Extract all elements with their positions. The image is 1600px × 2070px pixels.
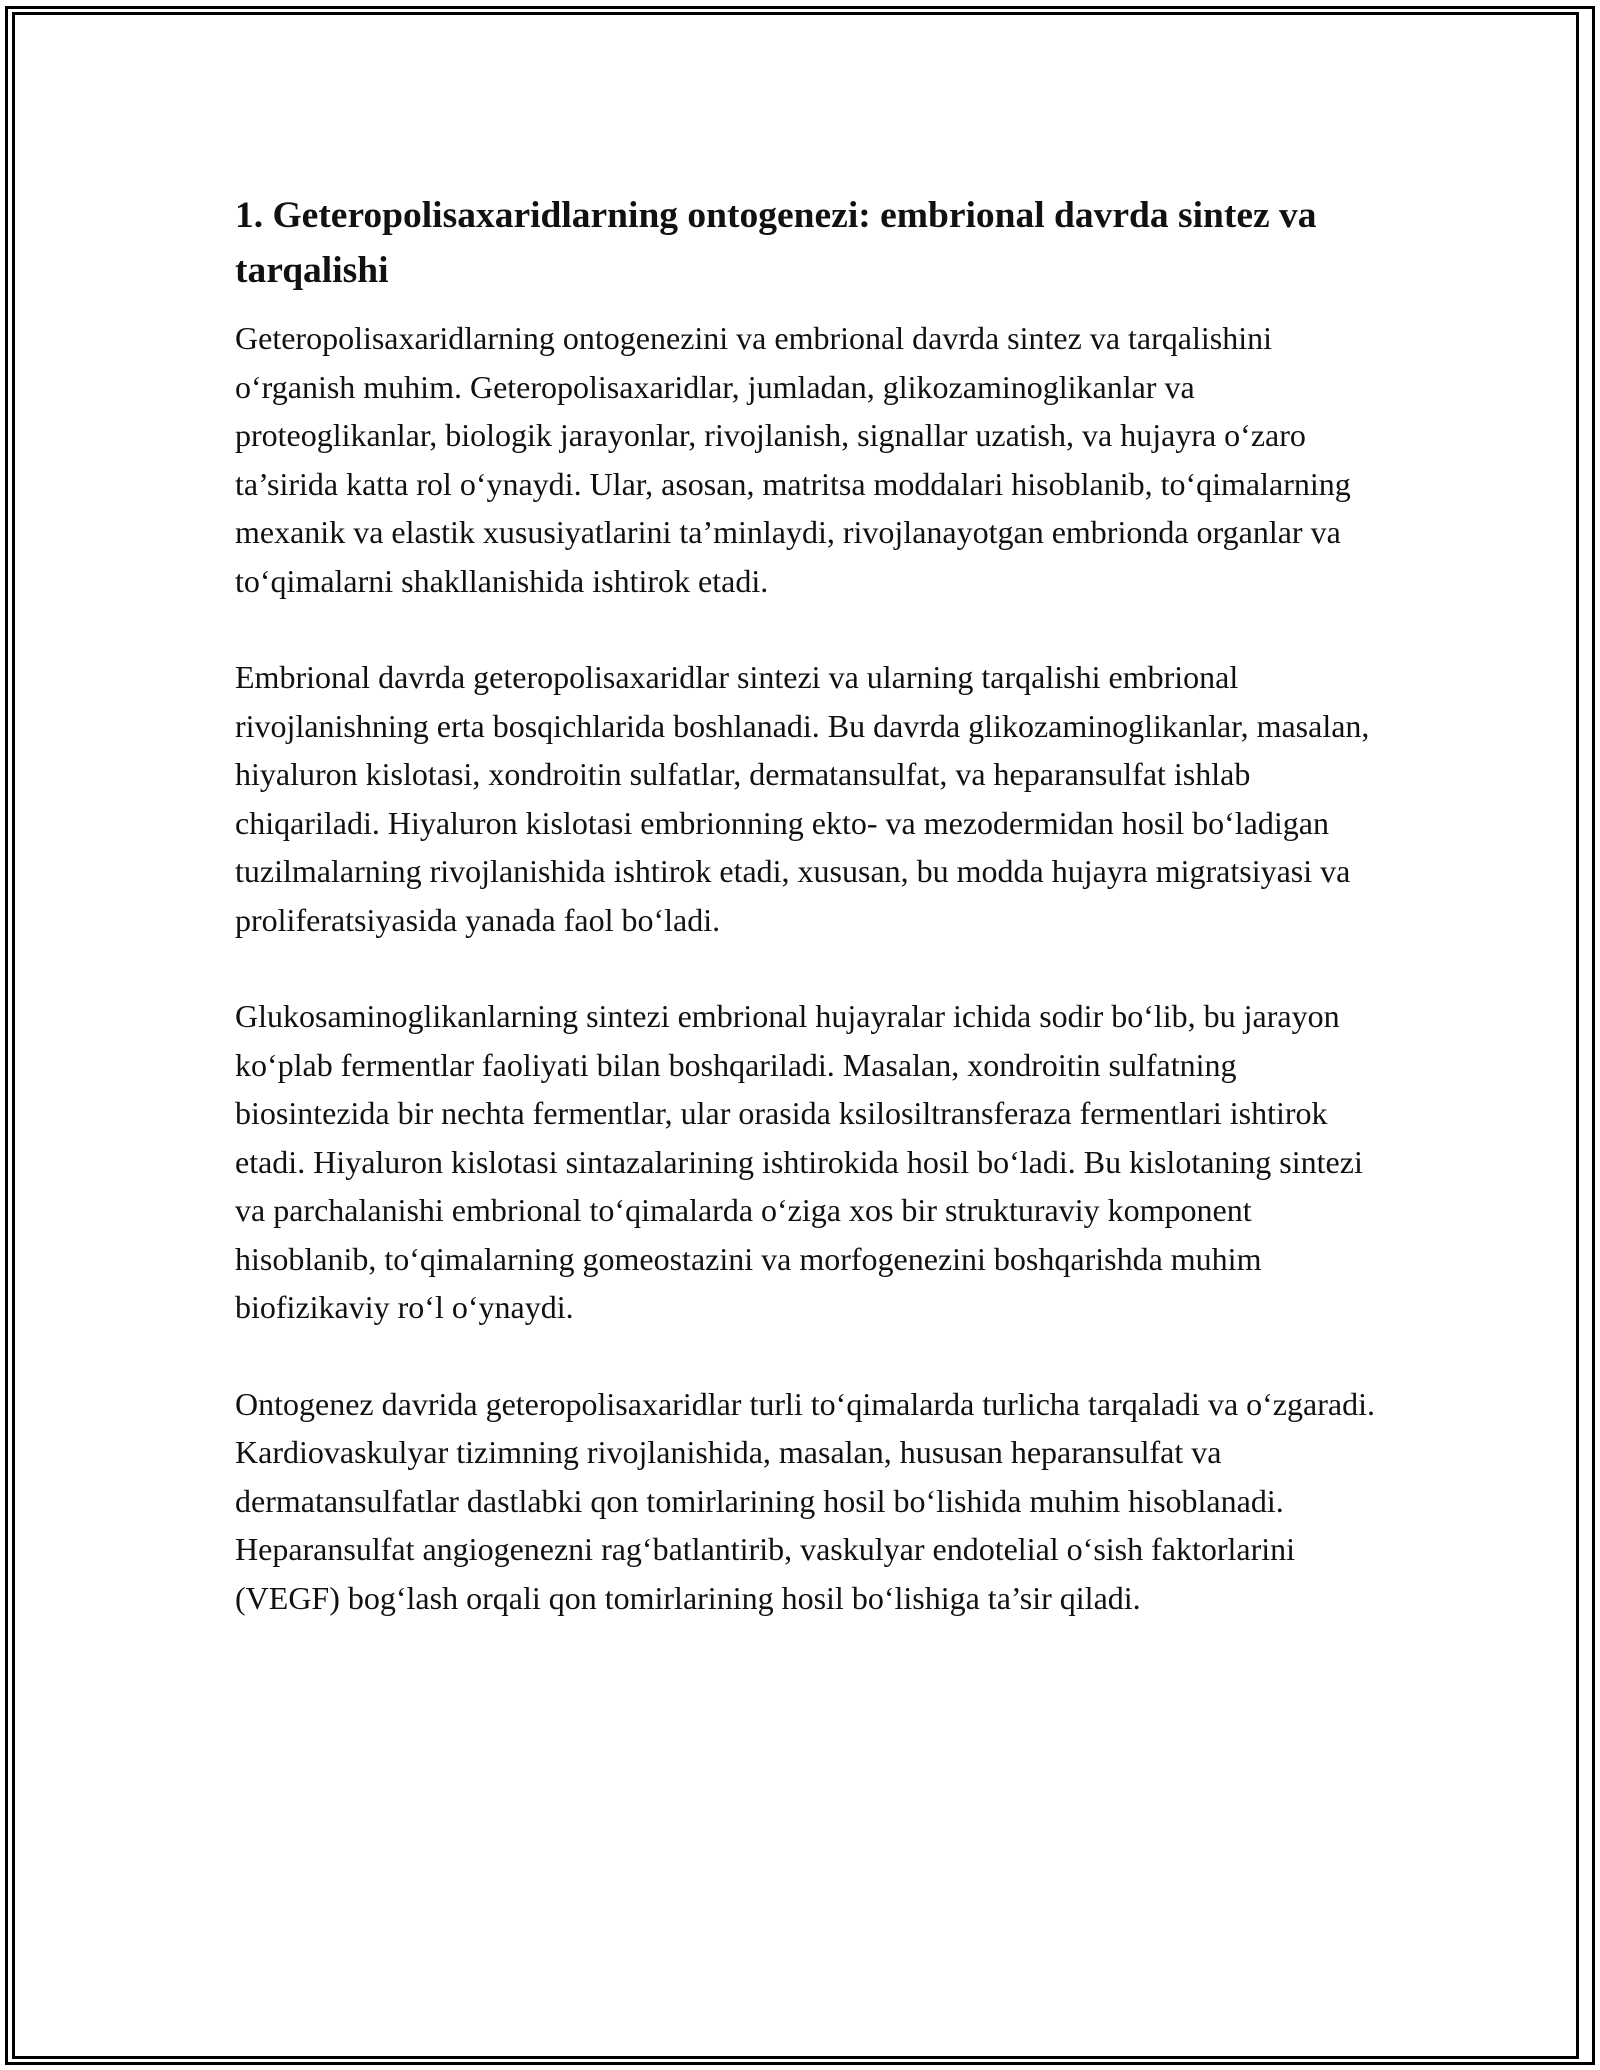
paragraph-3: Glukosaminoglikanlarning sintezi embrional hujayralar ichida sodir bo‘lib, bu jarayon ko‘plab fermentlar faoliyati bilan boshqariladi. Masalan, xondroitin sulfatning biosintezida bir nechta fermentlar, ular orasida ksilosiltransferaza fermentlari ishtirok etadi. Hiyaluron kislotasi sintazalarining ishtirokida hosil bo‘ladi. Bu kislotaning sintezi va parchalanishi embrional to‘qimalarda o‘ziga xos bir strukturaviy komponent hisoblanib, to‘qimalarning gomeostazini va morfogenezini boshqarishda muhim biofizikaviy ro‘l o‘ynaydi. [235, 998, 1363, 1325]
document-body [235, 188, 1375, 1670]
paragraph-4: Ontogenez davrida geteropolisaxaridlar turli to‘qimalarda turlicha tarqaladi va o‘zgaradi. Kardiovaskulyar tizimning rivojlanishida, masalan, hususan heparansulfat va dermatansulfatlar dastlabki qon tomirlarining hosil bo‘lishida muhim hisoblanadi. Heparansulfat angiogenezni rag‘batlantirib, vaskulyar endotelial o‘sish faktorlarini (VEGF) bog‘lash orqali qon tomirlarining hosil bo‘lishiga ta’sir qiladi. [235, 1385, 1375, 1616]
paragraph-1: Geteropolisaxaridlarning ontogenezini va embrional davrda sintez va tarqalishini o‘rganish muhim. Geteropolisaxaridlar, jumladan, glikozaminoglikanlar va proteoglikanlar, biologik jarayonlar, rivojlanish, signallar uzatish, va hujayra o‘zaro ta’sirida katta rol o‘ynaydi. Ular, asosan, matritsa moddalari hisoblanib, to‘qimalarning mexanik va elastik xususiyatlarini ta’minlaydi, rivojlanayotgan embrionda organlar va to‘qimalarni shakllanishida ishtirok etadi. [235, 320, 1351, 599]
section-heading: 1. Geteropolisaxaridlarning ontogenezi: embrional davrda sintez va tarqalishi [235, 195, 1317, 291]
paragraph-2: Embrional davrda geteropolisaxaridlar sintezi va ularning tarqalishi embrional rivojlanishning erta bosqichlarida boshlanadi. Bu davrda glikozaminoglikanlar, masalan, hiyaluron kislotasi, xondroitin sulfatlar, dermatansulfat, va heparansulfat ishlab chiqariladi. Hiyaluron kislotasi embrionning ekto- va mezodermidan hosil bo‘ladigan tuzilmalarning rivojlanishida ishtirok etadi, xususan, bu modda hujayra migratsiyasi va proliferatsiyasida yanada faol bo‘ladi. [235, 659, 1370, 938]
